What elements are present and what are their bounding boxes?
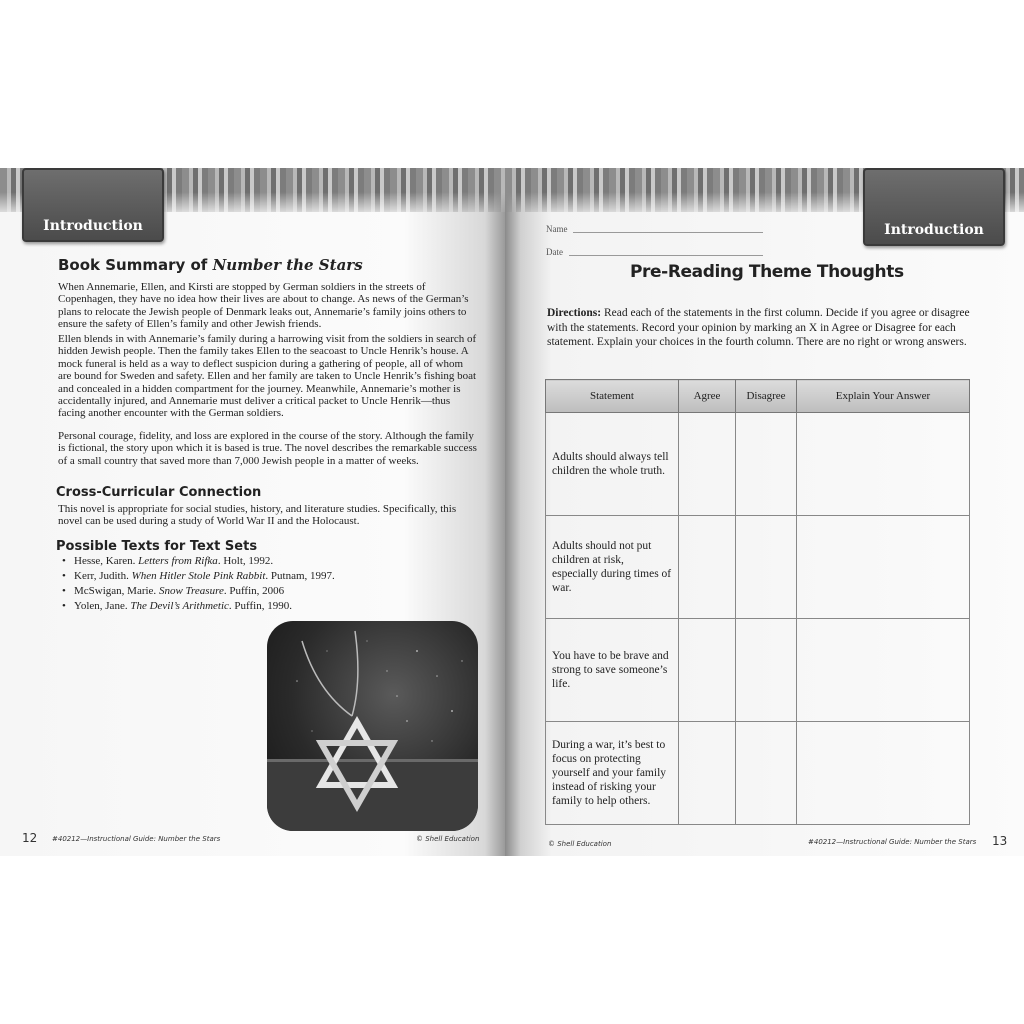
footer-publisher: © Shell Education [416, 835, 480, 843]
summary-paragraph-2: Ellen blends in with Annemarie’s family during a harrowing visit from the soldiers in search of hidden Jewish people. Then the family takes Ellen to the seacoast to Uncle Henrik’s house. A mock funeral is held as a way to deflect suspicion during a gathering of people, all of whom are bound for Sweden and safety. Ellen and her family are taken to Uncle Henrik’s fishing boat and concealed in a hidden compartment for the journey. Meanwhile, Annemarie’s mother is accidentally injured, and Annemarie must deliver a critical packet to Uncle Henrik—thus facing another encounter with the German soldiers. [58, 333, 477, 420]
summary-paragraph-1: When Annemarie, Ellen, and Kirsti are stopped by German soldiers in the streets of Copenhagen, they have no idea how their lives are about to change. As news of the German’s plans to relocate the Jewish people of Denmark leaks out, Annemarie’s family joins others to ensure the safety of Ellen’s family and other Jewish friends. [58, 281, 469, 331]
possible-texts-heading: Possible Texts for Text Sets [56, 539, 258, 554]
cross-curricular-text: This novel is appropriate for social studies, history, and literature studies. Specifically, this novel can be used during a study of World War II and the Holocaust. [58, 503, 457, 528]
column-header-statement: Statement [546, 380, 679, 413]
list-item: • Hesse, Karen. Letters from Rifka. Holt, 1992. [74, 554, 335, 569]
agree-cell[interactable] [679, 619, 736, 722]
page-number: 12 [22, 831, 38, 845]
date-field[interactable] [569, 255, 763, 256]
footer-guide-title: #40212—Instructional Guide: Number the Stars [52, 835, 221, 843]
disagree-cell[interactable] [736, 722, 797, 825]
theme-thoughts-table [545, 379, 970, 825]
list-item: • Kerr, Judith. When Hitler Stole Pink Rabbit. Putnam, 1997. [74, 569, 335, 584]
statement-cell: During a war, it’s best to focus on protecting yourself and your family instead of risking your family to help others. [546, 722, 679, 825]
date-label: Date [546, 247, 563, 257]
table-row [546, 619, 970, 722]
list-item: • McSwigan, Marie. Snow Treasure. Puffin, 2006 [74, 584, 335, 599]
introduction-tab: Introduction [22, 168, 164, 242]
name-field[interactable] [573, 232, 763, 233]
list-item: • Yolen, Jane. The Devil’s Arithmetic. Puffin, 1990. [74, 599, 335, 614]
table-row [546, 413, 970, 516]
explain-cell[interactable] [797, 722, 970, 825]
text-set-list [58, 554, 335, 614]
left-page [0, 168, 505, 856]
page-title: Pre-Reading Theme Thoughts [630, 262, 904, 282]
statement-cell: Adults should always tell children the whole truth. [546, 413, 679, 516]
directions-text: Directions: Read each of the statements in the first column. Decide if you agree or disagree with the statements. Record your opinion by marking an X in Agree or Disagree for each statement. Explain your choices in the fourth column. There are no right or wrong answers. [547, 307, 970, 348]
footer-guide-title: #40212—Instructional Guide: Number the Stars [808, 838, 977, 846]
disagree-cell[interactable] [736, 619, 797, 722]
explain-cell[interactable] [797, 516, 970, 619]
statement-cell: You have to be brave and strong to save someone’s life. [546, 619, 679, 722]
page-number: 13 [992, 834, 1008, 848]
column-header-disagree: Disagree [736, 380, 797, 413]
summary-paragraph-3: Personal courage, fidelity, and loss are explored in the course of the story. Although the family is fictional, the story upon which it is based is true. The novel describes the remarkable success of a small country that saved more than 7,000 Jewish people in a matter of weeks. [58, 430, 477, 467]
agree-cell[interactable] [679, 516, 736, 619]
disagree-cell[interactable] [736, 516, 797, 619]
explain-cell[interactable] [797, 413, 970, 516]
column-header-agree: Agree [679, 380, 736, 413]
book-summary-title: Book Summary of Number the Stars [58, 256, 363, 274]
cross-curricular-heading: Cross-Curricular Connection [56, 485, 262, 500]
table-row [546, 516, 970, 619]
name-label: Name [546, 224, 568, 234]
explain-cell[interactable] [797, 619, 970, 722]
column-header-explain: Explain Your Answer [797, 380, 970, 413]
star-of-david-necklace-image [267, 621, 478, 831]
statement-cell: Adults should not put children at risk, especially during times of war. [546, 516, 679, 619]
agree-cell[interactable] [679, 413, 736, 516]
footer-publisher: © Shell Education [548, 840, 612, 848]
table-row [546, 722, 970, 825]
introduction-tab: Introduction [863, 168, 1005, 246]
disagree-cell[interactable] [736, 413, 797, 516]
agree-cell[interactable] [679, 722, 736, 825]
